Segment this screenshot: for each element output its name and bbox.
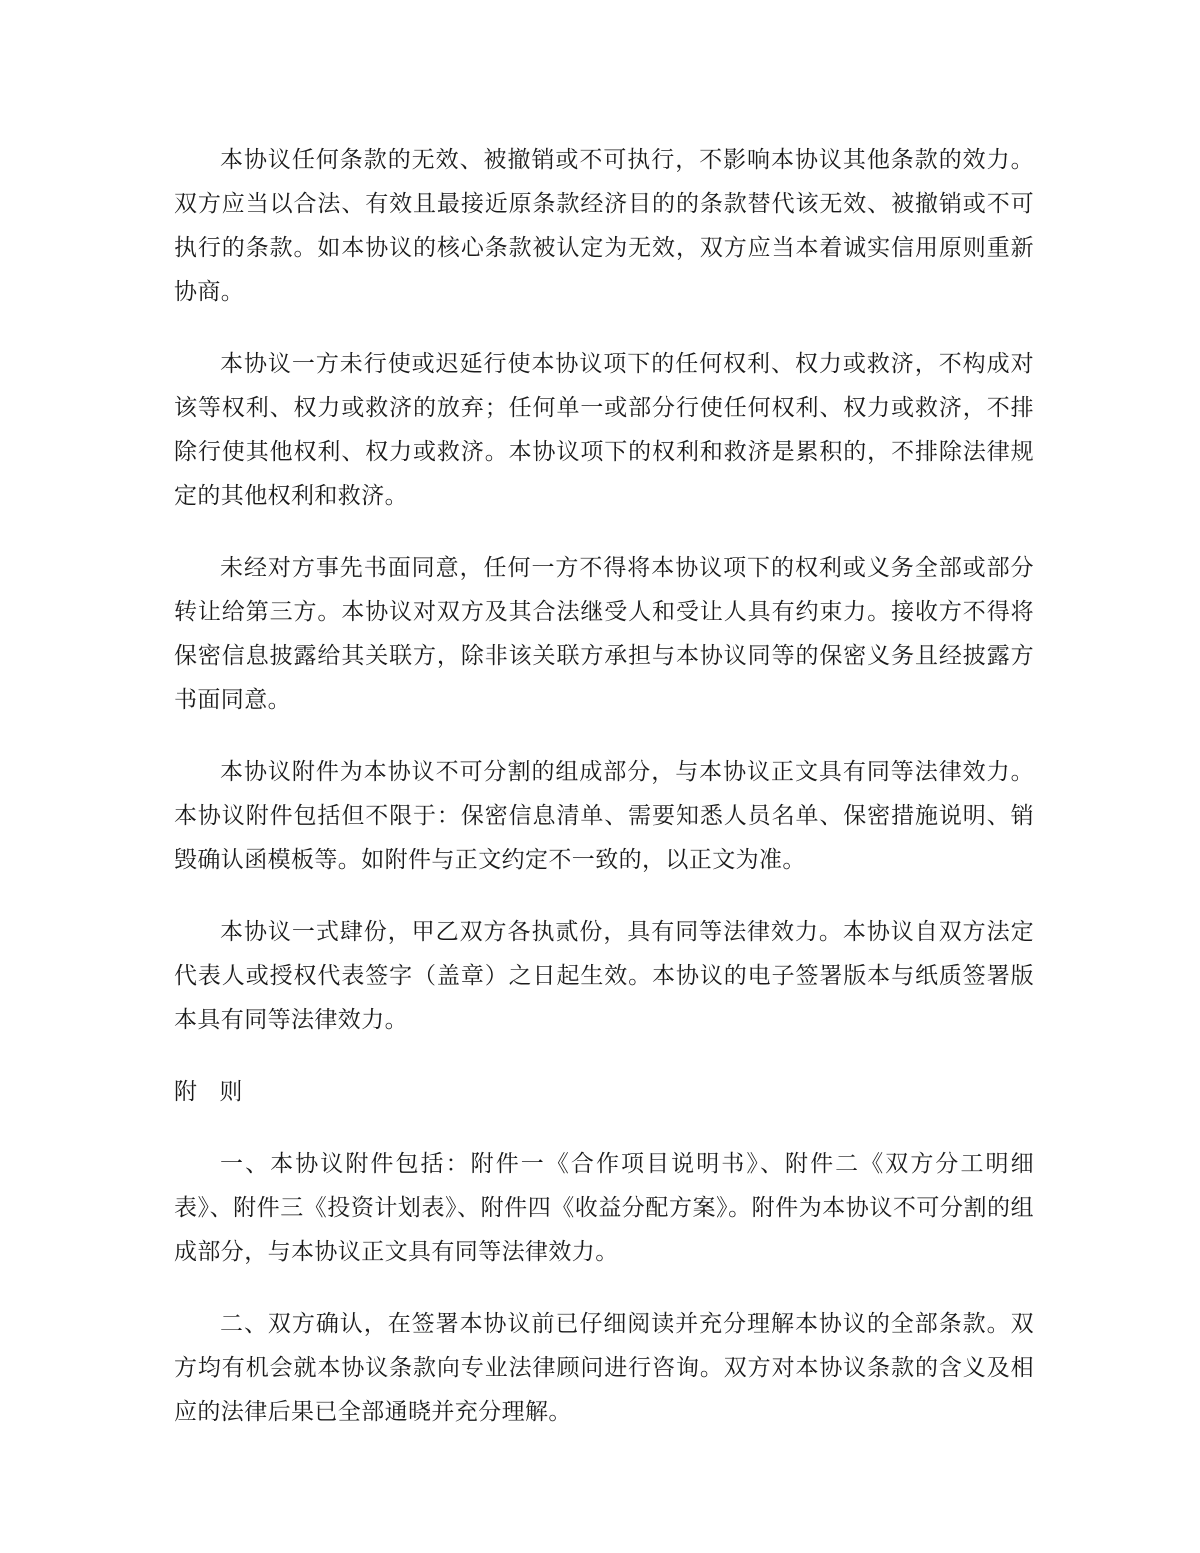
section-heading-char-1: 附	[174, 1079, 198, 1105]
paragraph-assignment: 未经对方事先书面同意，任何一方不得将本协议项下的权利或义务全部或部分转让给第三方。本协议对双方及其合法继受人和受让人具有约束力。接收方不得将保密信息披露给其关联方，除非该关联方承担与本协议同等的保密义务且经披露方书面同意。	[174, 555, 1034, 713]
section-heading-char-2: 则	[219, 1079, 243, 1105]
paragraph-annexes: 本协议附件为本协议不可分割的组成部分，与本协议正文具有同等法律效力。本协议附件包括但不限于：保密信息清单、需要知悉人员名单、保密措施说明、销毁确认函模板等。如附件与正文约定不一致的，以正文为准。	[174, 759, 1034, 873]
paragraph-supplementary-1: 一、本协议附件包括：附件一《合作项目说明书》、附件二《双方分工明细表》、附件三《投资计划表》、附件四《收益分配方案》。附件为本协议不可分割的组成部分，与本协议正文具有同等法律效力。	[174, 1151, 1034, 1265]
section-heading-supplementary	[174, 1070, 1034, 1114]
document-page	[174, 138, 1034, 1462]
paragraph-severability: 本协议任何条款的无效、被撤销或不可执行，不影响本协议其他条款的效力。双方应当以合法、有效且最接近原条款经济目的的条款替代该无效、被撤销或不可执行的条款。如本协议的核心条款被认定为无效，双方应当本着诚实信用原则重新协商。	[174, 147, 1034, 305]
paragraph-waiver: 本协议一方未行使或迟延行使本协议项下的任何权利、权力或救济，不构成对该等权利、权力或救济的放弃；任何单一或部分行使任何权利、权力或救济，不排除行使其他权利、权力或救济。本协议项下的权利和救济是累积的，不排除法律规定的其他权利和救济。	[174, 351, 1034, 509]
paragraph-counterparts: 本协议一式肆份，甲乙双方各执贰份，具有同等法律效力。本协议自双方法定代表人或授权代表签字（盖章）之日起生效。本协议的电子签署版本与纸质签署版本具有同等法律效力。	[174, 919, 1034, 1033]
paragraph-supplementary-2: 二、双方确认，在签署本协议前已仔细阅读并充分理解本协议的全部条款。双方均有机会就本协议条款向专业法律顾问进行咨询。双方对本协议条款的含义及相应的法律后果已全部通晓并充分理解。	[174, 1311, 1034, 1425]
